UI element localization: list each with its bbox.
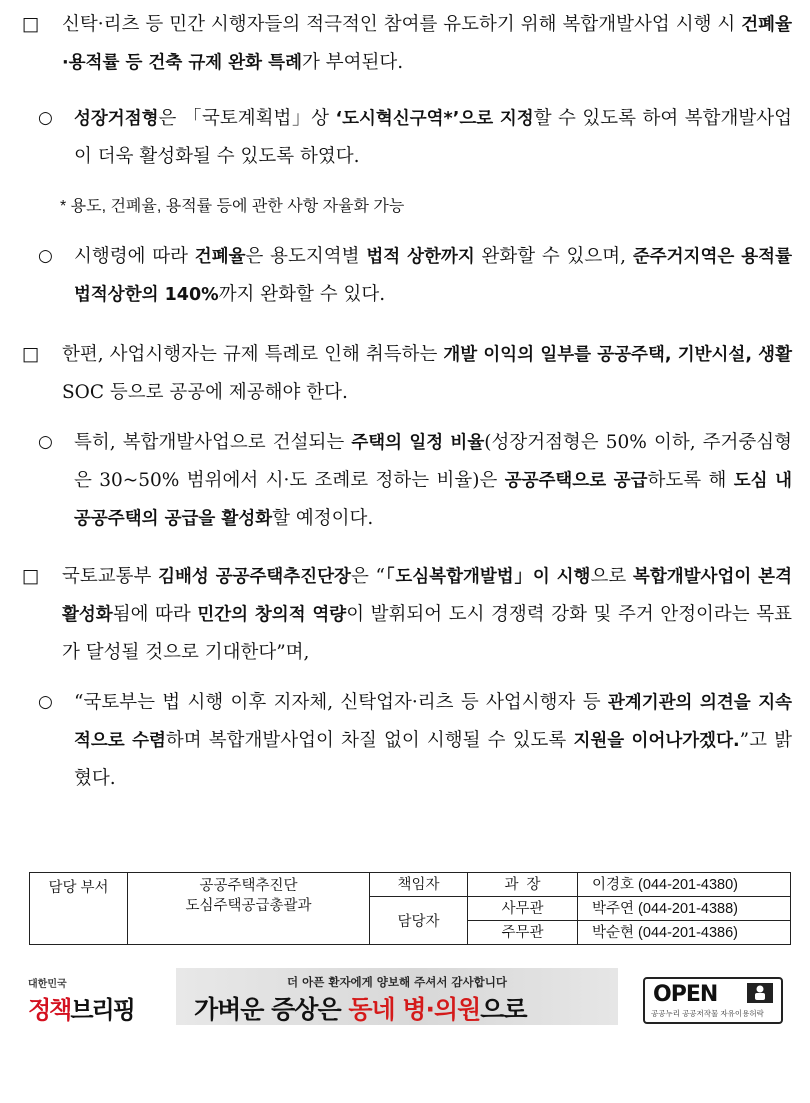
paragraph-1a: [38, 100, 792, 175]
staff-label: 담당자: [370, 897, 468, 945]
circle-bullet: ○: [38, 692, 53, 712]
circle-bullet: ○: [38, 246, 53, 266]
logo-main-a: 정책: [28, 996, 71, 1024]
banner-top-text: 더 아픈 환자에게 양보해 주셔서 감사합니다: [287, 975, 507, 989]
p3-text-4: 됨에 따라: [112, 604, 198, 625]
row-person: 이경호 (044-201-4380): [578, 873, 791, 897]
row-person: 박주연 (044-201-4388): [578, 897, 791, 921]
p3-text-3: 으로: [590, 566, 633, 587]
p2a-text-4: 할 예정이다.: [272, 508, 374, 529]
p3-text-5: 이 발휘되어 도시 경쟁력 강화 및 주거 안정이라는 목표가 달성될 것으로 기대한다”며,: [62, 604, 792, 663]
footnote: * 용도, 건폐율, 용적률 등에 관한 사항 자율화 가능: [60, 198, 405, 215]
p2-bold-1: 개발 이익의 일부를 공공주택, 기반시설, 생활: [443, 345, 792, 365]
row-title: 사무관: [468, 897, 578, 921]
p1a-text-1: 은 「국토계획법」상: [158, 108, 336, 129]
open-sub-text: 공공누리 공공저작물 자유이용허락: [651, 1009, 764, 1018]
p1-text-end: 가 부여된다.: [301, 52, 404, 73]
p3a-text-3: ”고 밝혔다.: [74, 730, 792, 789]
paragraph-3a: [38, 684, 792, 797]
paragraph-2a: [38, 424, 792, 538]
row-person: 박순현 (044-201-4386): [578, 921, 791, 945]
logo-main-b: 브리핑: [70, 996, 134, 1024]
banner-main-a: 가벼운 증상은: [194, 995, 349, 1024]
attribution-icon: [747, 983, 773, 1003]
p1b-text-4: 까지 완화할 수 있다.: [218, 284, 386, 305]
p1b-text-2: 은 용도지역별: [245, 246, 367, 267]
p2a-bold-3: 도심 내 공공주택의 공급을 활성화: [74, 471, 792, 529]
open-license-badge[interactable]: [643, 977, 783, 1024]
p3-bold-2: 「도심복합개발법」이 시행: [384, 567, 591, 587]
square-bullet: □: [22, 14, 40, 35]
p2a-text-1: 특히, 복합개발사업으로 건설되는: [74, 432, 352, 453]
banner-main-text: [194, 990, 527, 1025]
circle-bullet: ○: [38, 108, 53, 128]
square-bullet: □: [22, 344, 40, 365]
p1a-bold-1: 성장거점형: [74, 109, 159, 129]
row-title: 주무관: [468, 921, 578, 945]
square-bullet: □: [22, 566, 40, 587]
p1a-text-2: 할 수 있도록 하여 복합개발사업이 더욱 활성화될 수 있도록 하였다.: [74, 108, 792, 167]
paragraph-1b: [38, 238, 792, 314]
dept-name: [128, 873, 370, 945]
responsible-label: 책임자: [370, 873, 468, 897]
p2a-bold-2: 공공주택으로 공급: [504, 471, 648, 491]
dept-label: 담당 부서: [30, 873, 128, 945]
logo-main-text: [28, 990, 138, 1025]
paragraph-1: [22, 6, 792, 82]
p1b-bold-1: 건폐율: [194, 247, 246, 267]
banner-main-c: 으로: [480, 995, 527, 1024]
p3a-bold-1: 관계기관의 의견을 지속적으로 수렴: [74, 693, 793, 751]
p1-bold: 건폐율·용적률 등 건축 규제 완화 특례: [62, 15, 792, 73]
contact-table: [29, 872, 791, 945]
row-title: 과 장: [468, 873, 578, 897]
p3-bold-1: 김배성 공공주택추진단장: [158, 567, 351, 587]
paragraph-3: [22, 558, 792, 671]
p1b-text-3: 완화할 수 있으며,: [474, 246, 633, 267]
dept-line-1: 공공주택추진단: [199, 878, 298, 894]
p3a-bold-2: 지원을 이어나가겠다.: [573, 731, 740, 751]
circle-bullet: ○: [38, 432, 53, 452]
p3a-text-1: “국토부는 법 시행 이후 지자체, 신탁업자·리츠 등 사업시행자 등: [74, 692, 608, 713]
logo-small-text: 대한민국: [28, 979, 67, 990]
p1-text: 신탁·리츠 등 민간 시행자들의 적극적인 참여를 유도하기 위해 복합개발사업 시행 시: [62, 14, 742, 35]
dept-line-2: 도심주택공급총괄과: [185, 898, 312, 914]
p2a-bold-1: 주택의 일정 비율: [351, 433, 485, 453]
open-word: OPEN: [653, 982, 718, 1007]
p2-text-2: SOC 등으로 공공에 제공해야 한다.: [62, 382, 348, 403]
p1b-bold-3: 준주거지역은 용적률 법적상한의 140%: [74, 247, 792, 305]
p2a-text-2: (성장거점형은 50% 이하, 주거중심형은 30~50% 범위에서 시·도 조례로 정하는 비율)은: [74, 432, 793, 491]
p2a-text-3: 하도록 해: [647, 470, 734, 491]
campaign-banner[interactable]: [176, 968, 618, 1025]
p2-text-1: 한편, 사업시행자는 규제 특례로 인해 취득하는: [62, 344, 444, 365]
table-row: [30, 873, 791, 897]
p1a-bold-2: ‘도시혁신구역*’으로 지정: [335, 109, 534, 129]
paragraph-2: [22, 336, 792, 411]
p1b-text-1: 시행령에 따라: [74, 246, 195, 267]
p3-bold-4: 민간의 창의적 역량: [197, 605, 347, 625]
banner-main-b: 동네 병·의원: [348, 995, 481, 1024]
p3-text-1: 국토교통부: [62, 566, 159, 587]
p3-text-2: 은 “: [350, 566, 385, 587]
policy-briefing-logo[interactable]: [28, 975, 138, 1025]
p1b-bold-2: 법적 상한까지: [366, 247, 475, 267]
p3-bold-3: 복합개발사업이 본격 활성화: [62, 567, 792, 625]
p3a-text-2: 하며 복합개발사업이 차질 없이 시행될 수 있도록: [165, 730, 574, 751]
